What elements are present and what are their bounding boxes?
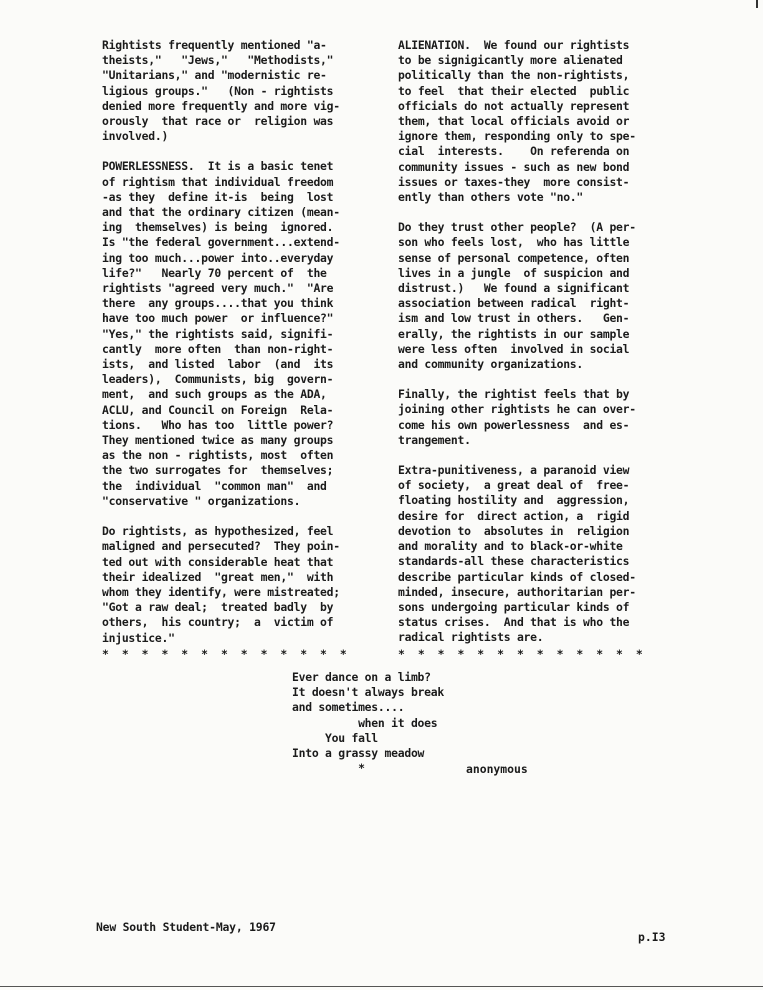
left-column <box>102 38 370 662</box>
right-paragraph-alienation: ALIENATION. We found our rightists to be signigicantly more alienated politically than the non-rightists, to feel that their elected public officials do not actually represent them, that local officials avoid or ignore them, responding only to spe- cial interests. On referenda on community issues - such as new bond issues or taxes-they more consist- ently than others vote "no." <box>398 38 636 205</box>
publication-footer: New South Student-May, 1967 <box>96 920 276 934</box>
right-paragraph-finally: Finally, the rightist feels that by joining other rightists he can over- come his own powerlessness and es- trangement. <box>398 387 636 447</box>
left-paragraph-persecution: Do rightists, as hypothesized, feel maligned and persecuted? They poin- ted out with considerable heat that their idealized "great men," with whom they identify, were mistreated; "Got a raw deal; treated badly by others, his country; a victim of injustice." <box>102 524 340 645</box>
left-paragraph-powerlessness: POWERLESSNESS. It is a basic tenet of rightism that individual freedom -as they define it-is being lost and that the ordinary citizen (mean- ing themselves) is being ignored. Is "the federal government...extend- ing too much...power into..everyday life?" Nearly 70 percent of the rightists "agreed very much." "Are there any groups....that you think have too much power or influence?" "Yes," the rightists said, signifi- cantly more often than non-right- ists, and listed labor (and its leaders), Communists, big govern- ment, and such groups as the ADA, ACLU, and Council on Foreign Rela- tions. Who has too little power? They mentioned twice as many groups as the non - rightists, most often the two surrogates for themselves; the individual "common man" and "conservative " organizations. <box>102 159 340 508</box>
right-paragraph-trust: Do they trust other people? (A per- son who feels lost, who has little sense of personal competence, often lives in a jungle of suspicion and distrust.) We found a significant association between radical right- ism and low trust in others. Gen- erally, the rightists in our sample were less often involved in social and community organizations. <box>398 220 636 372</box>
page-number: p.I3 <box>638 930 666 944</box>
right-star-divider: * * * * * * * * * * * * * <box>398 646 643 661</box>
bottom-rule <box>0 986 763 987</box>
poem-attribution: anonymous <box>466 762 528 776</box>
right-column <box>398 38 670 662</box>
left-star-divider: * * * * * * * * * * * * * <box>102 646 347 661</box>
left-paragraph-religious-groups: Rightists frequently mentioned "a- theists," "Jews," "Methodists," "Unitarians," and "modernistic re- ligious groups." (Non - rightists denied more frequently and more vig- orously that race or religion was involved.) <box>102 38 340 144</box>
poem-text: Ever dance on a limb? It doesn't always break and sometimes.... when it does You fall Into a grassy meadow * <box>292 670 444 776</box>
right-paragraph-extra-punitiveness: Extra-punitiveness, a paranoid view of society, a great deal of free- floating hostility and aggression, desire for direct action, a rigid devotion to absolutes in religion and morality and to black-or-white standards-all these characteristics describe particular kinds of closed- minded, insecure, authoritarian per- sons undergoing particular kinds of status crises. And that is who the radical rightists are. <box>398 463 636 645</box>
scan-corner-mark <box>756 0 758 8</box>
